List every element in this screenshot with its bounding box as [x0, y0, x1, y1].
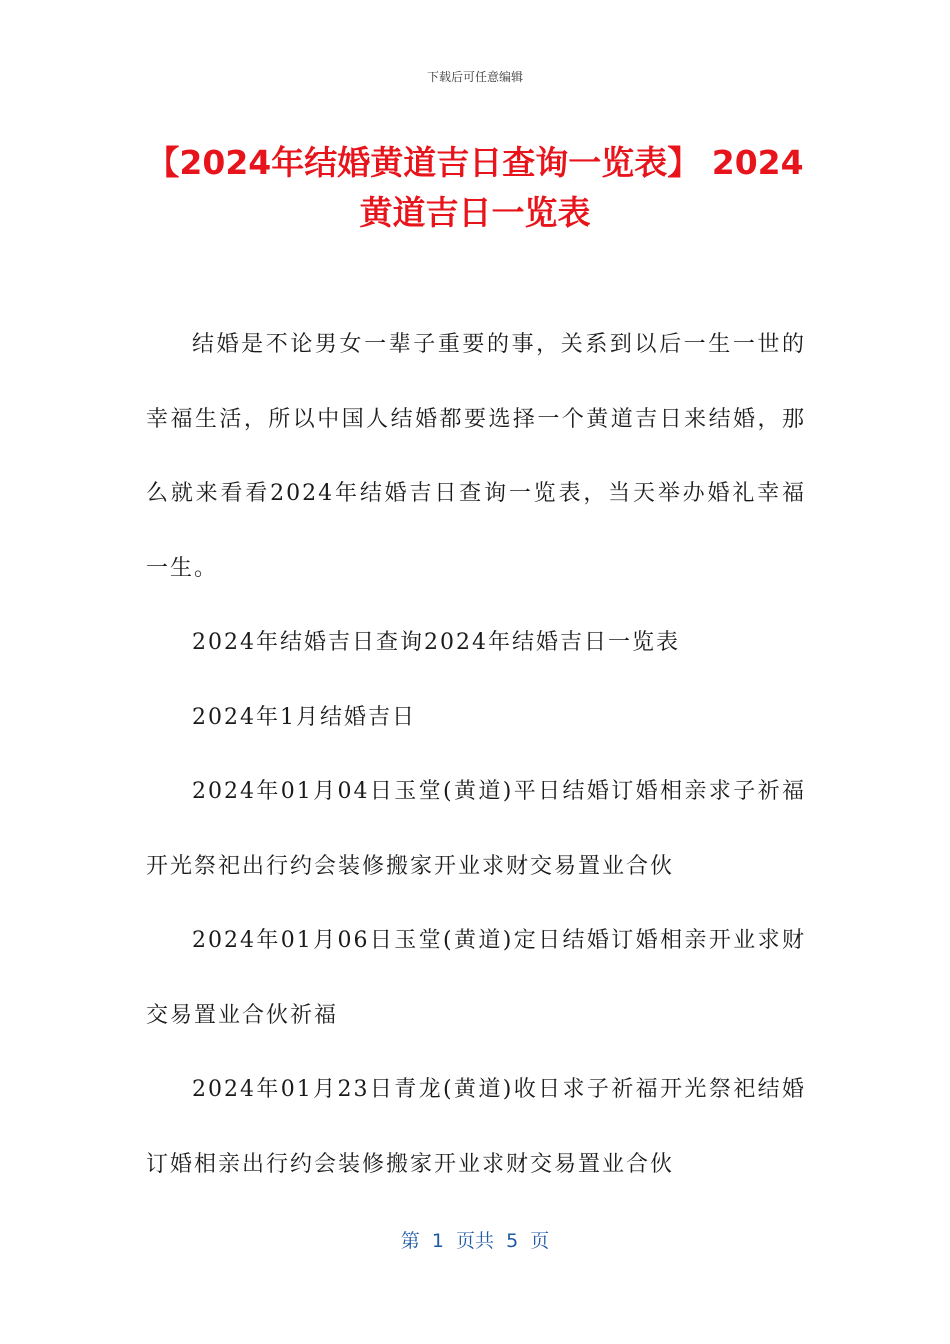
paragraph-date-entry: 2024年01月23日青龙(黄道)收日求子祈福开光祭祀结婚订婚相亲出行约会装修搬家开业求财交易置业合伙: [146, 1077, 806, 1177]
header-note: 下载后可任意编辑: [426, 70, 523, 84]
document-body: [146, 308, 806, 1202]
paragraph-date-entry: 2024年01月06日玉堂(黄道)定日结婚订婚相亲开业求财交易置业合伙祈福: [146, 928, 806, 1028]
paragraph-month-heading: 2024年1月结婚吉日: [192, 704, 416, 730]
document-title: 【2024年结婚黄道吉日查询一览表】 2024黄道吉日一览表: [146, 143, 804, 232]
paragraph-intro: 结婚是不论男女一辈子重要的事，关系到以后一生一世的幸福生活，所以中国人结婚都要选择一个黄道吉日来结婚，那么就来看看2024年结婚吉日查询一览表，当天举办婚礼幸福一生。: [146, 332, 806, 581]
paragraph-subheading: 2024年结婚吉日查询2024年结婚吉日一览表: [192, 630, 680, 655]
paragraph-date-entry: 2024年01月04日玉堂(黄道)平日结婚订婚相亲求子祈福开光祭祀出行约会装修搬家开业求财交易置业合伙: [146, 779, 806, 879]
page-number-footer: 第 1 页共 5 页: [400, 1230, 550, 1252]
